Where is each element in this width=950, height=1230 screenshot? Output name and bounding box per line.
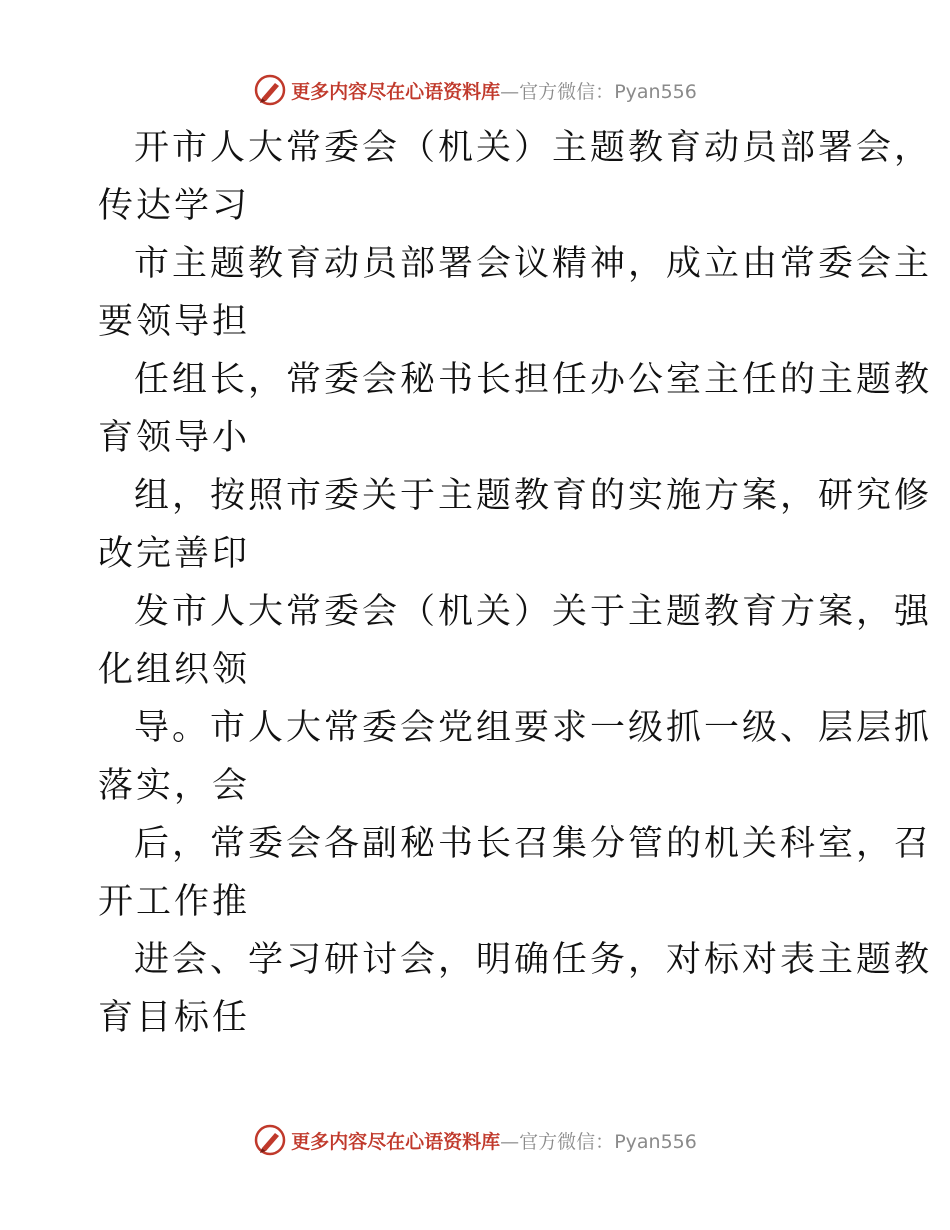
paragraph-line: 任组长，常委会秘书长担任办公室主任的主题教 bbox=[134, 360, 933, 400]
header-brand: 更多内容尽在心语资料库 bbox=[291, 80, 501, 103]
paragraph bbox=[98, 119, 933, 235]
paragraph-line: 化组织领 bbox=[98, 650, 251, 690]
paragraph-line: 传达学习 bbox=[98, 186, 251, 226]
paragraph-line: 导。市人大常委会党组要求一级抓一级、层层抓 bbox=[134, 708, 933, 748]
paragraph-line: 发市人大常委会（机关）关于主题教育方案，强 bbox=[134, 592, 933, 632]
paragraph-line: 育目标任 bbox=[98, 998, 251, 1038]
paragraph-line: 市主题教育动员部署会议精神，成立由常委会主 bbox=[134, 244, 933, 284]
footer-wechat-label: 官方微信： bbox=[519, 1130, 615, 1153]
header-wechat-id: Pyan556 bbox=[614, 80, 697, 103]
paragraph-line: 开市人大常委会（机关）主题教育动员部署会， bbox=[134, 128, 933, 168]
paragraph-line: 育领导小 bbox=[98, 418, 251, 458]
paragraph bbox=[98, 467, 933, 583]
footer-banner bbox=[0, 1120, 950, 1160]
pen-logo-icon bbox=[253, 1123, 287, 1157]
paragraph-line: 进会、学习研讨会，明确任务，对标对表主题教 bbox=[134, 940, 933, 980]
footer-wechat-id: Pyan556 bbox=[614, 1130, 697, 1153]
paragraph-line: 要领导担 bbox=[98, 302, 251, 342]
footer-brand: 更多内容尽在心语资料库 bbox=[291, 1130, 501, 1153]
footer-separator: — bbox=[500, 1130, 520, 1153]
header-wechat-label: 官方微信： bbox=[519, 80, 615, 103]
paragraph-line: 落实，会 bbox=[98, 766, 251, 806]
paragraph-line: 后，常委会各副秘书长召集分管的机关科室，召 bbox=[134, 824, 933, 864]
paragraph-line: 改完善印 bbox=[98, 534, 251, 574]
paragraph bbox=[98, 583, 933, 699]
paragraph-line: 开工作推 bbox=[98, 882, 251, 922]
header-separator: — bbox=[500, 80, 520, 103]
paragraph bbox=[98, 931, 933, 1047]
document-body bbox=[98, 119, 933, 1047]
header-banner bbox=[0, 70, 950, 110]
paragraph bbox=[98, 351, 933, 467]
pen-logo-icon bbox=[253, 73, 287, 107]
paragraph-line: 组，按照市委关于主题教育的实施方案，研究修 bbox=[134, 476, 933, 516]
paragraph bbox=[98, 699, 933, 815]
paragraph bbox=[98, 235, 933, 351]
paragraph bbox=[98, 815, 933, 931]
